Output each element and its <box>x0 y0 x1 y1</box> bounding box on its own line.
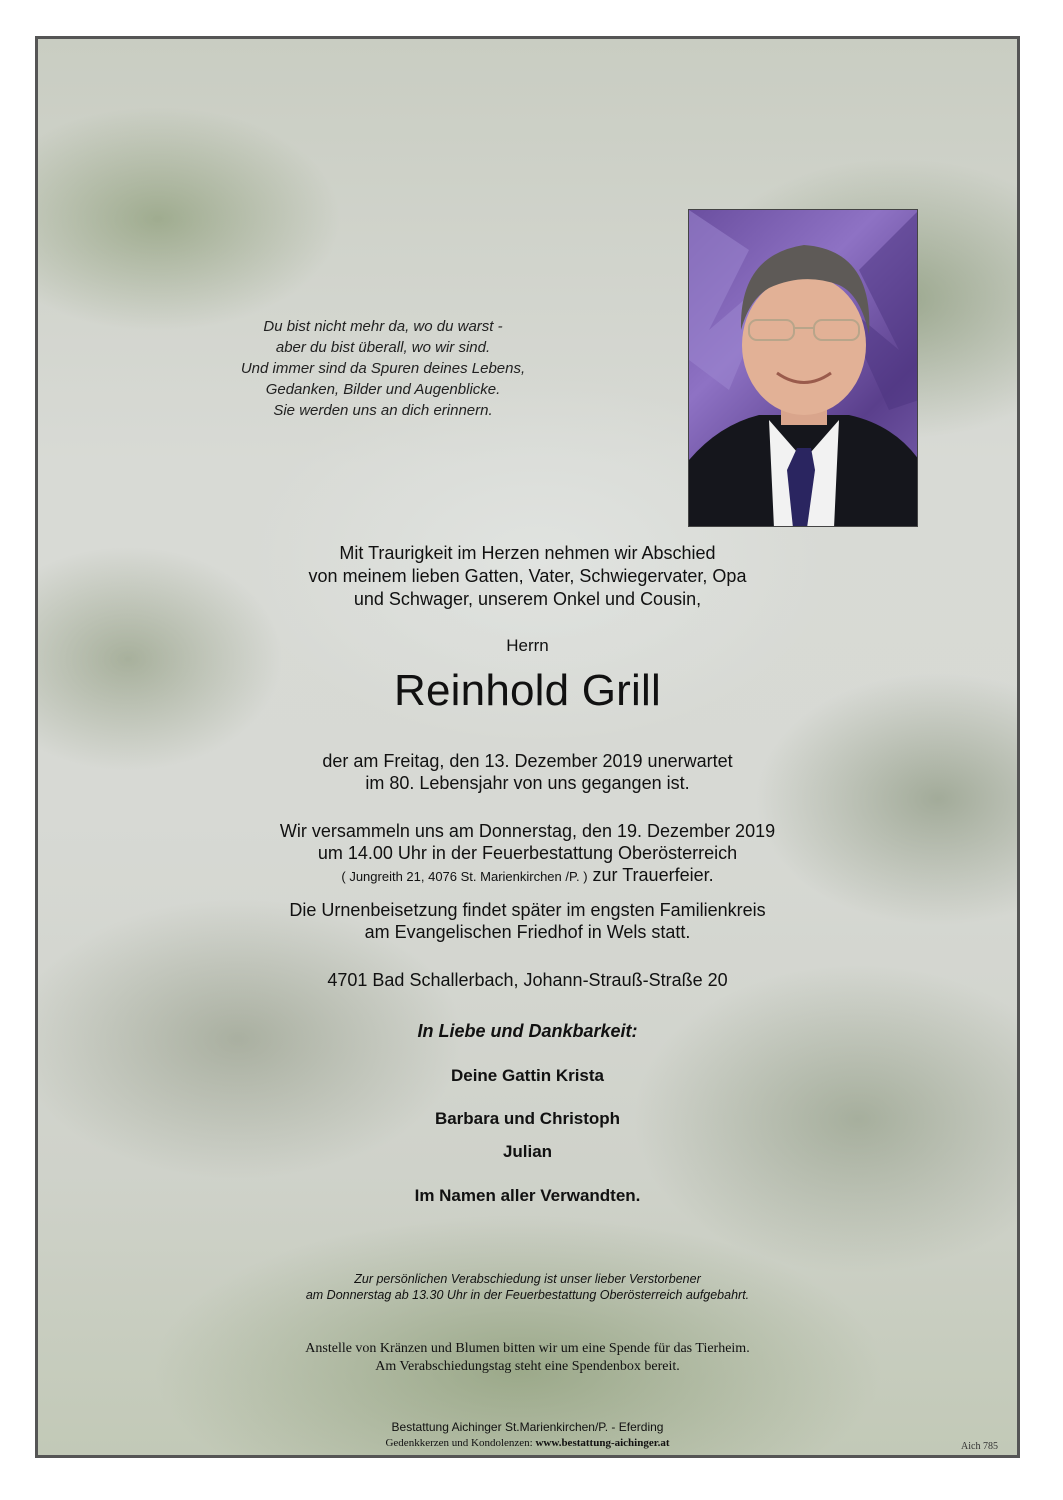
funeral-line-3 <box>38 864 1017 888</box>
urn-line: am Evangelischen Friedhof in Wels statt. <box>364 922 691 942</box>
memorial-quote <box>193 316 573 421</box>
donation-line: Am Verabschiedungstag steht eine Spendenbox bereit. <box>375 1359 680 1374</box>
signature-children <box>38 1102 1017 1168</box>
portrait-illustration <box>689 210 918 527</box>
portrait-photo <box>688 209 918 527</box>
intro-text <box>38 542 1017 611</box>
quote-line: Gedanken, Bilder und Augenblicke. <box>265 381 501 398</box>
intro-line: Mit Traurigkeit im Herzen nehmen wir Abschied <box>339 543 716 563</box>
viewing-line: am Donnerstag ab 13.30 Uhr in der Feuerbestattung Oberösterreich aufgebahrt. <box>305 1288 750 1302</box>
funeral-address: ( Jungreith 21, 4076 St. Marienkirchen /P. ) <box>341 869 588 884</box>
condolence-contact <box>38 1437 1017 1449</box>
quote-line: Du bist nicht mehr da, wo du warst - <box>263 318 503 335</box>
intro-line: und Schwager, unserem Onkel und Cousin, <box>353 589 702 609</box>
donation-notice <box>38 1340 1017 1376</box>
intro-line: von meinem lieben Gatten, Vater, Schwiegervater, Opa <box>308 566 747 586</box>
closing-phrase: In Liebe und Dankbarkeit: <box>417 1021 638 1041</box>
deceased-name: Reinhold Grill <box>394 666 661 715</box>
website-link[interactable]: www.bestattung-aichinger.at <box>535 1437 670 1449</box>
viewing-notice <box>38 1271 1017 1303</box>
funeral-line: Wir versammeln uns am Donnerstag, den 19. Dezember 2019 <box>279 821 776 841</box>
funeral-details <box>38 820 1017 888</box>
family-address: 4701 Bad Schallerbach, Johann-Strauß-Straße 20 <box>327 970 728 990</box>
signature-wife: Deine Gattin Krista <box>450 1066 605 1085</box>
document-code: Aich 785 <box>961 1441 998 1452</box>
quote-line: aber du bist überall, wo wir sind. <box>275 339 491 356</box>
signature-grandchild: Julian <box>502 1142 553 1161</box>
death-notice <box>38 750 1017 794</box>
death-line: im 80. Lebensjahr von uns gegangen ist. <box>365 773 690 793</box>
obituary-card <box>35 36 1020 1458</box>
funeral-home-name: Bestattung Aichinger St.Marienkirchen/P. - Eferding <box>391 1420 664 1434</box>
urn-line: Die Urnenbeisetzung findet später im engsten Familienkreis <box>289 900 766 920</box>
quote-line: Sie werden uns an dich erinnern. <box>273 402 493 419</box>
death-line: der am Freitag, den 13. Dezember 2019 unerwartet <box>322 751 733 771</box>
donation-line: Anstelle von Kränzen und Blumen bitten wir um eine Spende für das Tierheim. <box>305 1341 750 1356</box>
funeral-purpose: zur Trauerfeier. <box>587 865 714 885</box>
urn-burial-notice <box>38 899 1017 943</box>
viewing-line: Zur persönlichen Verabschiedung ist unser lieber Verstorbener <box>354 1272 701 1286</box>
quote-line: Und immer sind da Spuren deines Lebens, <box>240 360 526 377</box>
contact-label: Gedenkkerzen und Kondolenzen: <box>385 1437 536 1449</box>
salutation: Herrn <box>506 636 549 655</box>
signature-relatives: Im Namen aller Verwandten. <box>414 1186 641 1205</box>
signature-children-names: Barbara und Christoph <box>434 1109 621 1128</box>
funeral-line: um 14.00 Uhr in der Feuerbestattung Oberösterreich <box>317 843 738 863</box>
